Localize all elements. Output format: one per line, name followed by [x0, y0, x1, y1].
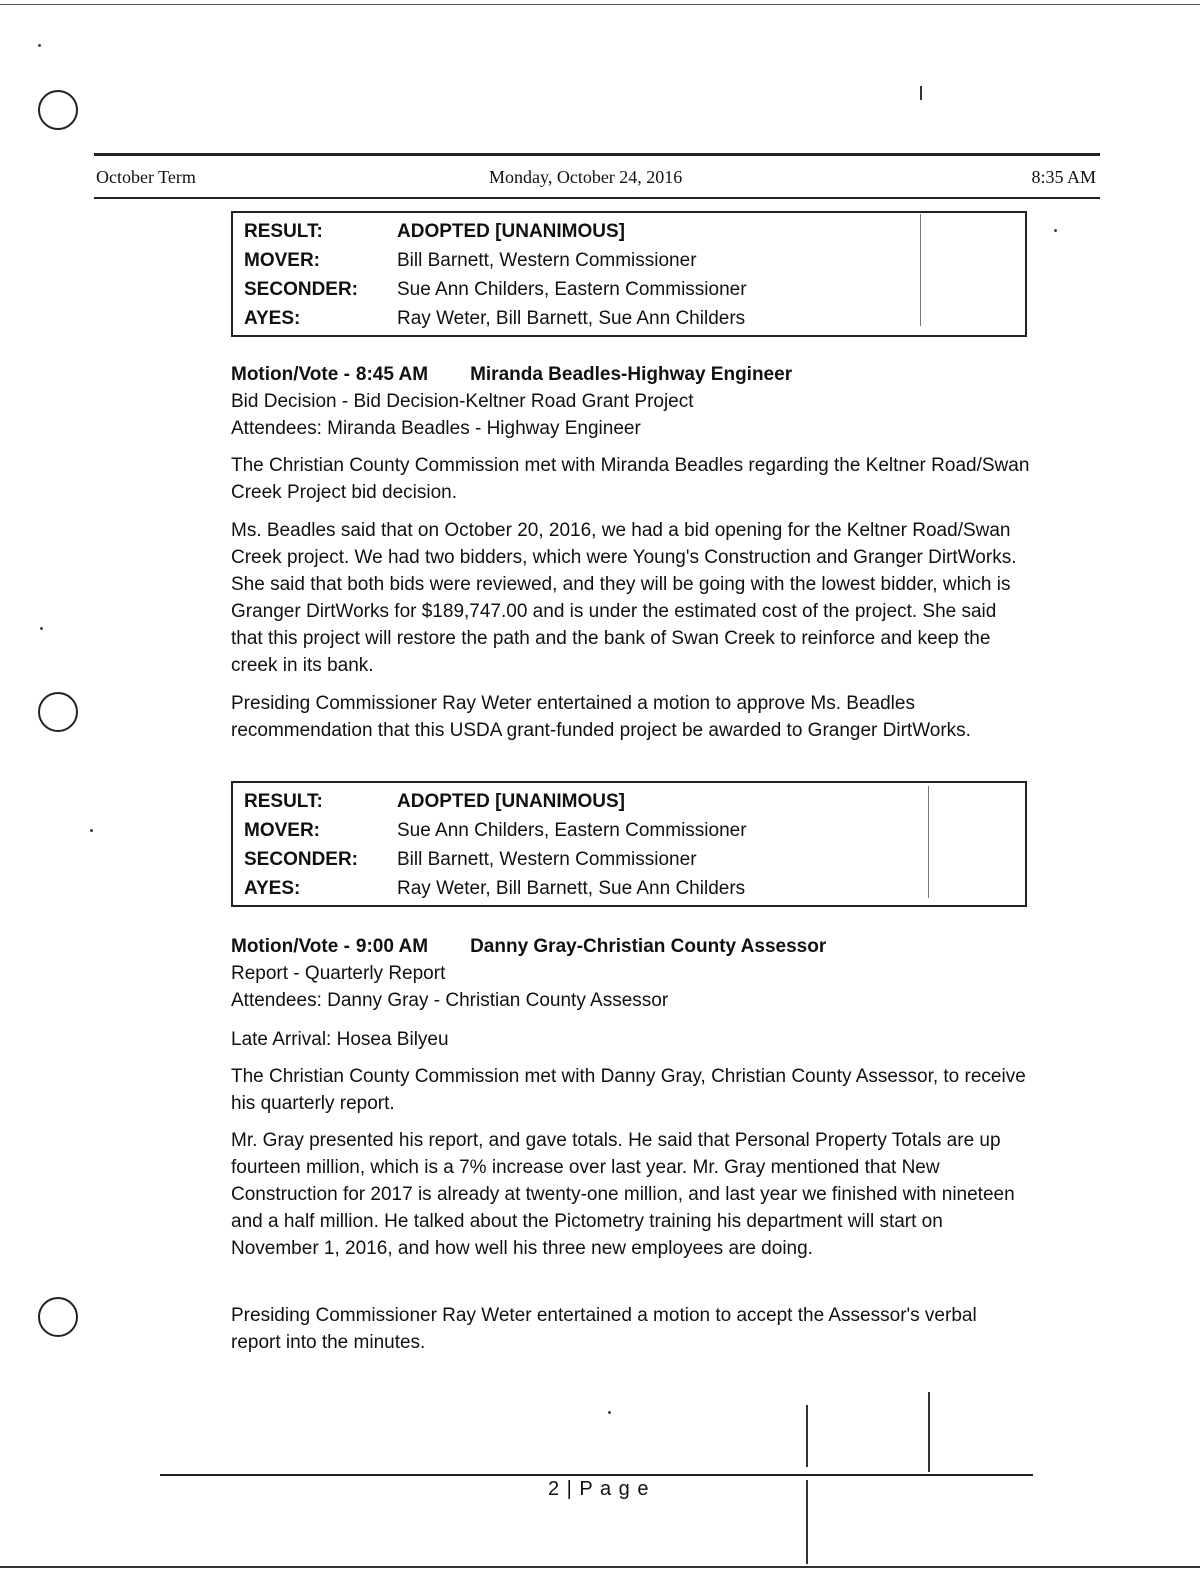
- vote-row-ayes: [233, 874, 1025, 903]
- scan-top-edge: [0, 4, 1200, 5]
- paragraph: Mr. Gray presented his report, and gave totals. He said that Personal Property Totals are up fourteen million, which is a 7% increase over last year. Mr. Gray mentioned that New Construction for 2017 is already at twenty-one million, and last year we finished with nineteen and a half million. He talked about the Pictometry training his department will start on November 1, 2016, and how well his three new employees are doing.: [231, 1130, 1015, 1259]
- motion-vote-presenter: Miranda Beadles-Highway Engineer: [470, 364, 793, 385]
- agenda-item-heading: [231, 361, 1031, 442]
- vote-key: MOVER:: [244, 820, 320, 841]
- paragraph: Presiding Commissioner Ray Weter entertained a motion to accept the Assessor's verbal report into the minutes.: [231, 1305, 977, 1353]
- agenda-item-heading: [231, 933, 1031, 1014]
- vote-row-ayes: [233, 304, 1025, 333]
- page-header: [94, 153, 1100, 199]
- vote-row-result: [233, 787, 1025, 816]
- scan-bottom-edge: [0, 1566, 1200, 1568]
- agenda-item-attendees: Attendees: Danny Gray - Christian County Assessor: [231, 990, 669, 1011]
- paragraph: The Christian County Commission met with Danny Gray, Christian County Assessor, to receive his quarterly report.: [231, 1066, 1026, 1114]
- vote-value: Bill Barnett, Western Commissioner: [397, 849, 697, 870]
- vote-value: Ray Weter, Bill Barnett, Sue Ann Childers: [397, 878, 746, 899]
- scan-mark: [806, 1405, 808, 1467]
- motion-vote-presenter: Danny Gray-Christian County Assessor: [470, 936, 827, 957]
- punch-hole-bottom: [38, 1297, 78, 1337]
- vote-key: RESULT:: [244, 221, 323, 242]
- scan-mark: [920, 214, 921, 326]
- vote-row-mover: [233, 246, 1025, 275]
- header-term: October Term: [96, 167, 196, 187]
- vote-value: Sue Ann Childers, Eastern Commissioner: [397, 820, 747, 841]
- scan-dot: [1054, 229, 1057, 232]
- scan-dot: [90, 829, 93, 832]
- vote-key: SECONDER:: [244, 279, 359, 300]
- vote-key: SECONDER:: [244, 849, 359, 870]
- paragraph: Presiding Commissioner Ray Weter entertained a motion to approve Ms. Beadles recommendation that this USDA grant-funded project be awarded to Granger DirtWorks.: [231, 693, 971, 741]
- header-time: 8:35 AM: [1031, 167, 1096, 187]
- paragraph: The Christian County Commission met with Miranda Beadles regarding the Keltner Road/Swan Creek Project bid decision.: [231, 455, 1030, 503]
- vote-key: AYES:: [244, 308, 301, 329]
- vote-value: ADOPTED [UNANIMOUS]: [397, 221, 625, 242]
- footer-rule: [160, 1474, 1033, 1476]
- paragraph: Ms. Beadles said that on October 20, 2016, we had a bid opening for the Keltner Road/Swan Creek project. We had two bidders, which were Young's Construction and Granger DirtWorks. She said that both bids were reviewed, and they will be going with the lowest bidder, which is Granger DirtWorks for $189,747.00 and is under the estimated cost of the project. She said that this project will restore the path and the bank of Swan Creek to reinforce and keep the creek in its bank.: [231, 520, 1017, 676]
- scan-mark: [806, 1480, 808, 1564]
- vote-key: AYES:: [244, 878, 301, 899]
- punch-hole-top: [38, 90, 78, 130]
- vote-row-seconder: [233, 845, 1025, 874]
- vote-value: ADOPTED [UNANIMOUS]: [397, 791, 625, 812]
- page-number: 2 | P a g e: [548, 1478, 650, 1500]
- vote-value: Sue Ann Childers, Eastern Commissioner: [397, 279, 747, 300]
- motion-vote-line: [231, 361, 1031, 388]
- punch-hole-middle: [38, 692, 78, 732]
- motion-vote-line: [231, 933, 1031, 960]
- scan-dot: [608, 1411, 611, 1414]
- scan-mark: [928, 1392, 930, 1472]
- scan-dot: [38, 44, 41, 47]
- agenda-item-type: Bid Decision - Bid Decision-Keltner Road Grant Project: [231, 391, 694, 412]
- vote-key: MOVER:: [244, 250, 320, 271]
- vote-value: Ray Weter, Bill Barnett, Sue Ann Childers: [397, 308, 746, 329]
- motion-vote-label: Motion/Vote -: [231, 364, 350, 385]
- vote-row-mover: [233, 816, 1025, 845]
- motion-vote-time: 8:45 AM: [355, 364, 429, 385]
- motion-vote-label: Motion/Vote -: [231, 936, 350, 957]
- late-arrival: Late Arrival: Hosea Bilyeu: [231, 1029, 449, 1050]
- vote-row-result: [233, 217, 1025, 246]
- vote-key: RESULT:: [244, 791, 323, 812]
- scan-mark: [920, 86, 922, 100]
- header-date: Monday, October 24, 2016: [489, 167, 683, 187]
- vote-value: Bill Barnett, Western Commissioner: [397, 250, 697, 271]
- agenda-item-type: Report - Quarterly Report: [231, 963, 446, 984]
- vote-result-box: [231, 781, 1027, 907]
- agenda-item-attendees: Attendees: Miranda Beadles - Highway Engineer: [231, 418, 641, 439]
- scan-dot: [40, 627, 43, 630]
- scan-mark: [928, 786, 929, 898]
- vote-row-seconder: [233, 275, 1025, 304]
- motion-vote-time: 9:00 AM: [355, 936, 429, 957]
- vote-result-box: [231, 211, 1027, 337]
